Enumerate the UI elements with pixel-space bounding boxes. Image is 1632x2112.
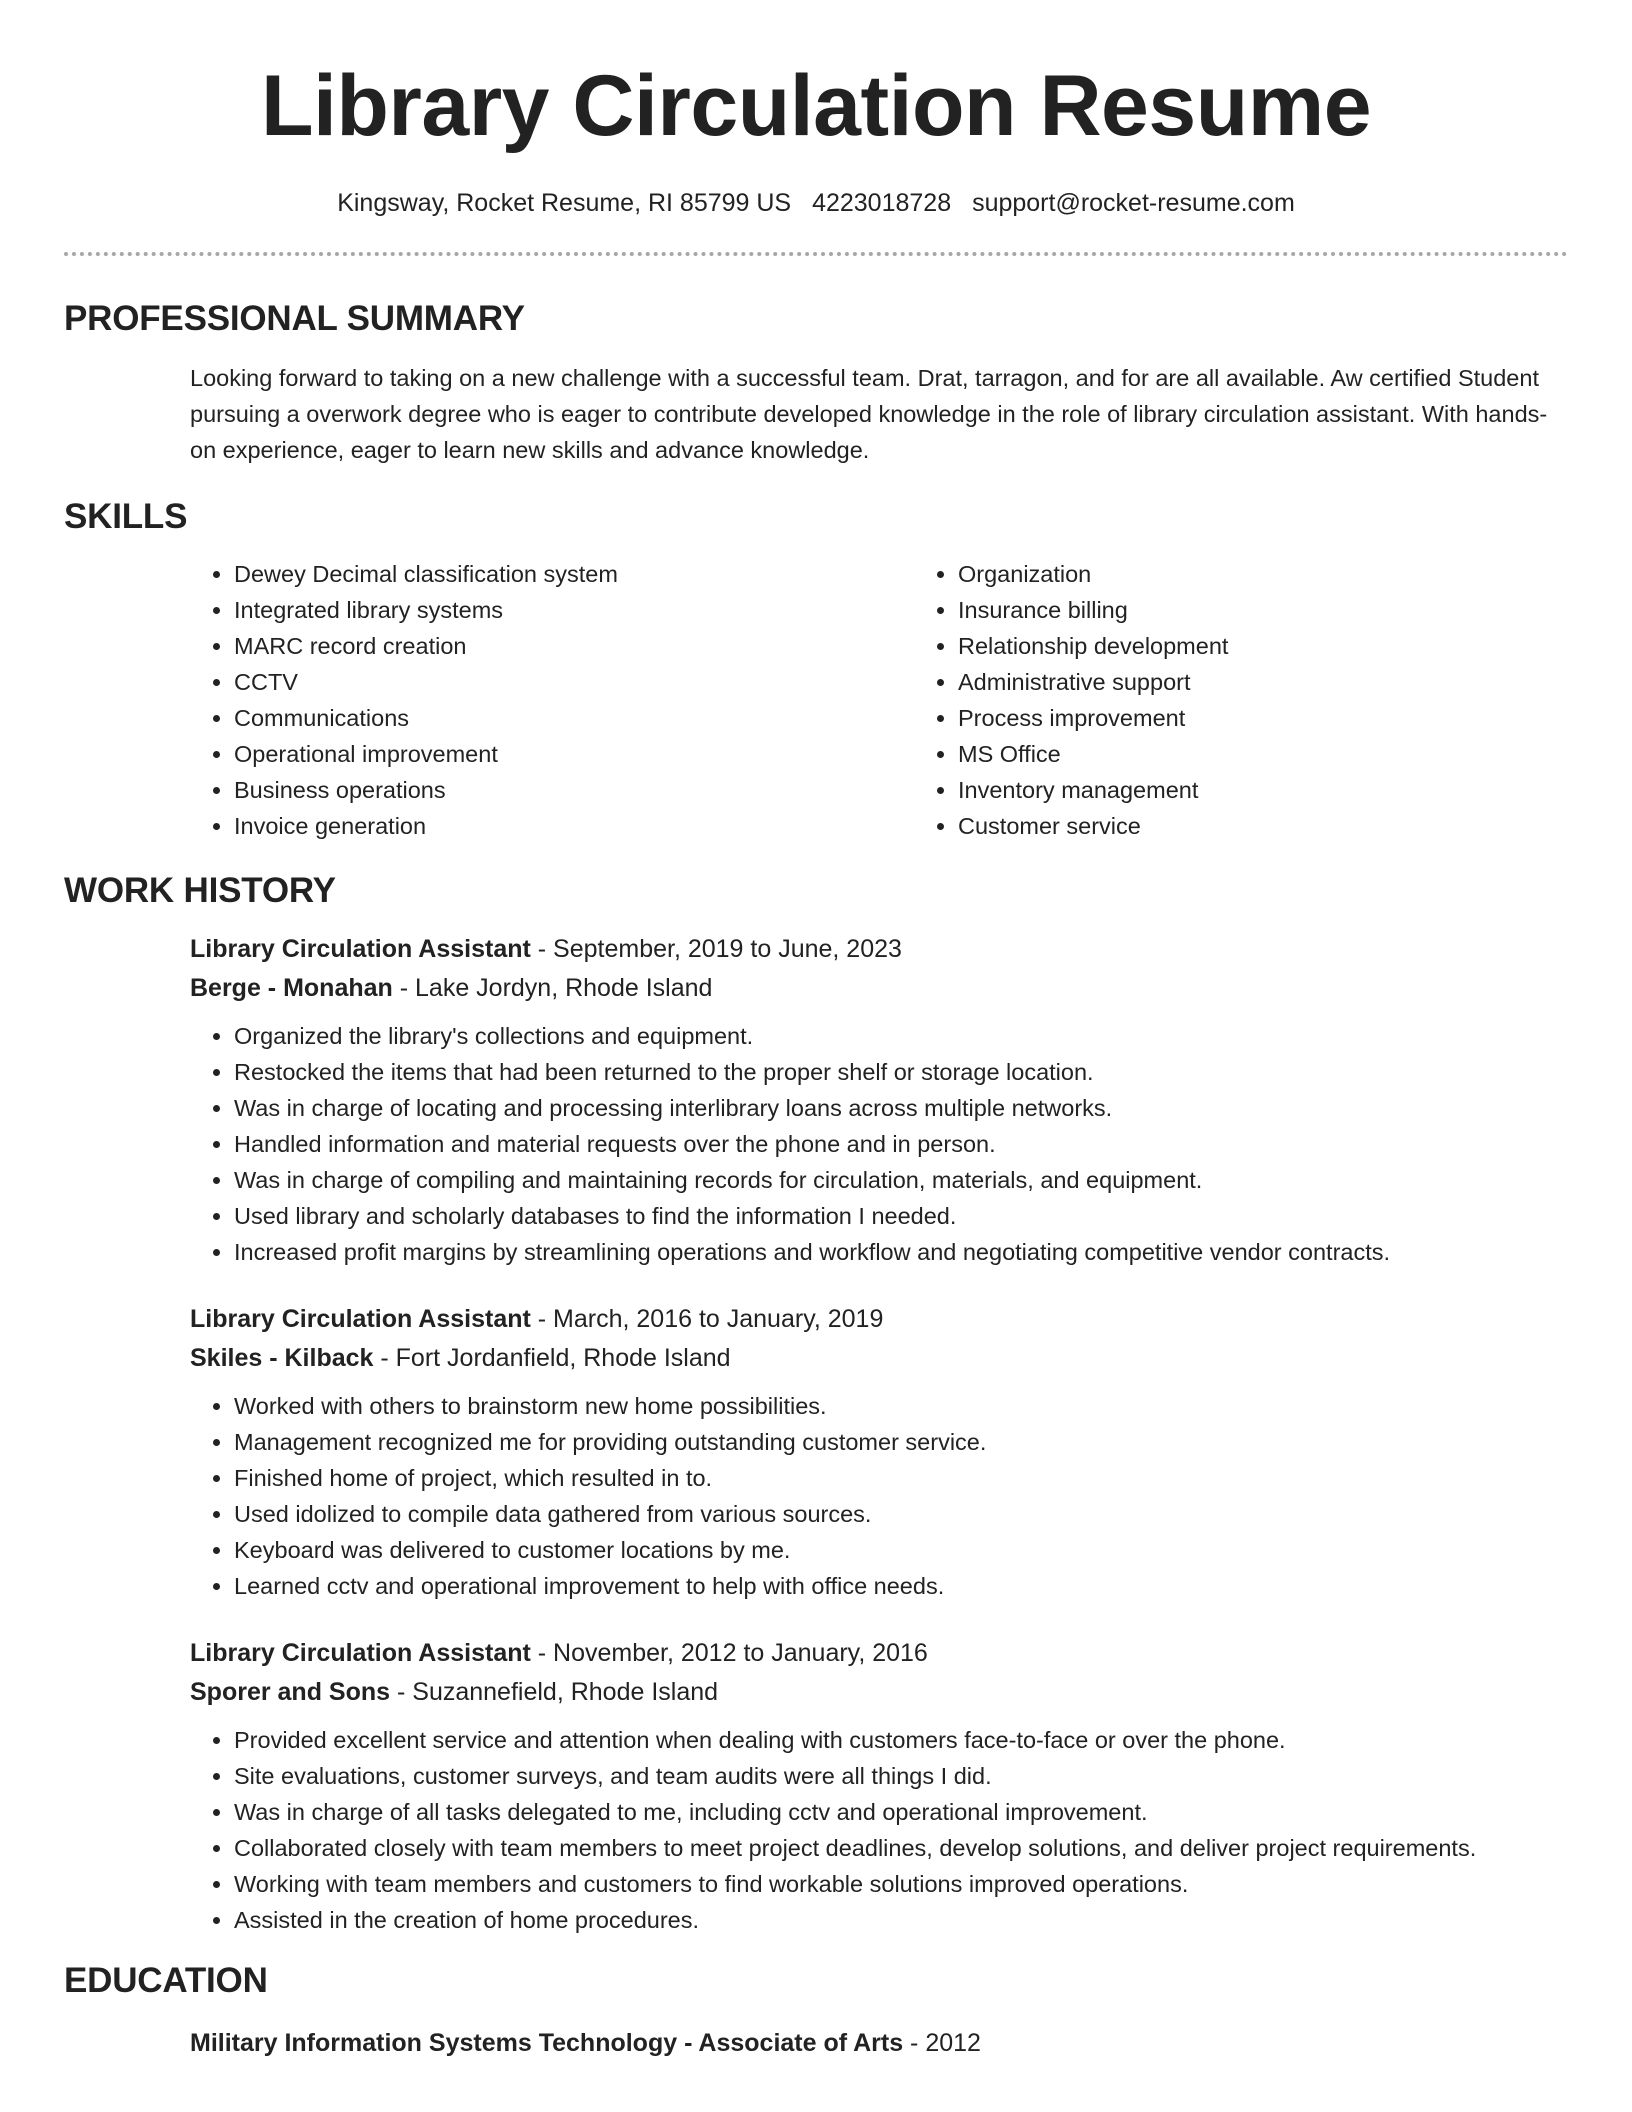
- job-location: - Suzannefield, Rhode Island: [390, 1678, 719, 1706]
- job-title: Library Circulation Assistant: [190, 1639, 531, 1667]
- job-duties: [190, 1018, 1568, 1270]
- skill-item: • Inventory management: [958, 772, 1632, 808]
- skill-item: • Communications: [234, 700, 914, 736]
- skill-item: • Insurance billing: [958, 592, 1632, 628]
- skills-heading: SKILLS: [64, 497, 188, 536]
- duty-item: • Collaborated closely with team members to meet project deadlines, develop solutions, and deliver project requirements.: [234, 1830, 1568, 1866]
- duty-item: • Increased profit margins by streamlining operations and workflow and negotiating competitive vendor contracts.: [234, 1234, 1568, 1270]
- duty-item: • Provided excellent service and attention when dealing with customers face-to-face or over the phone.: [234, 1722, 1568, 1758]
- duty-item: • Restocked the items that had been returned to the proper shelf or storage location.: [234, 1054, 1568, 1090]
- skills-column-left: [190, 556, 914, 844]
- work-history-heading: WORK HISTORY: [64, 871, 336, 910]
- skill-item: • Relationship development: [958, 628, 1632, 664]
- job-title-line: [190, 1634, 1568, 1672]
- job-company: Berge - Monahan: [190, 974, 393, 1002]
- duty-item: • Worked with others to brainstorm new home possibilities.: [234, 1388, 1568, 1424]
- job-title-line: [190, 1300, 1568, 1338]
- job-dates: - March, 2016 to January, 2019: [530, 1305, 884, 1333]
- education-degree: Military Information Systems Technology - Associate of Arts: [190, 2029, 904, 2057]
- contact-phone: 4223018728: [812, 189, 952, 217]
- job-company: Sporer and Sons: [190, 1678, 391, 1706]
- duty-item: • Keyboard was delivered to customer locations by me.: [234, 1532, 1568, 1568]
- skill-item: • CCTV: [234, 664, 914, 700]
- header-divider: [64, 252, 1568, 256]
- duty-item: • Was in charge of compiling and maintaining records for circulation, materials, and equipment.: [234, 1162, 1568, 1198]
- summary-heading: PROFESSIONAL SUMMARY: [64, 299, 525, 338]
- job-duties: [190, 1722, 1568, 1938]
- duty-item: • Finished home of project, which resulted in to.: [234, 1460, 1568, 1496]
- summary-text: Looking forward to taking on a new challenge with a successful team. Drat, tarragon, and for are all available. Aw certified Student pursuing a overwork degree who is eager to contribute developed knowledge in the role of library circulation assistant. With hands-on experience, eager to learn new skills and advance knowledge.: [190, 365, 1548, 463]
- duty-item: • Used library and scholarly databases to find the information I needed.: [234, 1198, 1568, 1234]
- job-location: - Lake Jordyn, Rhode Island: [392, 974, 713, 1002]
- job-company-line: [190, 1672, 1568, 1712]
- job-title-line: [190, 930, 1568, 968]
- job-entry: [64, 1300, 1568, 1604]
- contact-email: support@rocket-resume.com: [972, 189, 1295, 217]
- skill-item: • Administrative support: [958, 664, 1632, 700]
- education-entry: [64, 2024, 1568, 2062]
- skill-item: • Operational improvement: [234, 736, 914, 772]
- skill-item: • Dewey Decimal classification system: [234, 556, 914, 592]
- education-heading: EDUCATION: [64, 1961, 268, 2000]
- skill-item: • Customer service: [958, 808, 1632, 844]
- job-duties: [190, 1388, 1568, 1604]
- skill-item: • Organization: [958, 556, 1632, 592]
- duty-item: • Assisted in the creation of home procedures.: [234, 1902, 1568, 1938]
- duty-item: • Learned cctv and operational improvement to help with office needs.: [234, 1568, 1568, 1604]
- skill-item: • MARC record creation: [234, 628, 914, 664]
- skills-column-right: [914, 556, 1632, 844]
- education-year: - 2012: [903, 2029, 981, 2057]
- job-title: Library Circulation Assistant: [190, 935, 531, 963]
- duty-item: • Site evaluations, customer surveys, and team audits were all things I did.: [234, 1758, 1568, 1794]
- job-company: Skiles - Kilback: [190, 1344, 374, 1372]
- skill-item: • Integrated library systems: [234, 592, 914, 628]
- job-entry: [64, 930, 1568, 1270]
- skills-list: [64, 556, 1568, 844]
- duty-item: • Handled information and material requests over the phone and in person.: [234, 1126, 1568, 1162]
- skill-item: • MS Office: [958, 736, 1632, 772]
- skill-item: • Process improvement: [958, 700, 1632, 736]
- duty-item: • Working with team members and customers to find workable solutions improved operations.: [234, 1866, 1568, 1902]
- job-entry: [64, 1634, 1568, 1938]
- job-dates: - November, 2012 to January, 2016: [530, 1639, 928, 1667]
- resume-name: Library Circulation Resume: [260, 58, 1372, 154]
- duty-item: • Used idolized to compile data gathered from various sources.: [234, 1496, 1568, 1532]
- contact-line: [64, 188, 1568, 218]
- job-dates: - September, 2019 to June, 2023: [530, 935, 902, 963]
- job-location: - Fort Jordanfield, Rhode Island: [373, 1344, 731, 1372]
- skill-item: • Invoice generation: [234, 808, 914, 844]
- contact-address: Kingsway, Rocket Resume, RI 85799 US: [337, 189, 792, 217]
- skill-item: • Business operations: [234, 772, 914, 808]
- job-company-line: [190, 968, 1568, 1008]
- duty-item: • Was in charge of all tasks delegated to me, including cctv and operational improvement.: [234, 1794, 1568, 1830]
- duty-item: • Organized the library's collections and equipment.: [234, 1018, 1568, 1054]
- duty-item: • Management recognized me for providing outstanding customer service.: [234, 1424, 1568, 1460]
- job-company-line: [190, 1338, 1568, 1378]
- job-title: Library Circulation Assistant: [190, 1305, 531, 1333]
- duty-item: • Was in charge of locating and processing interlibrary loans across multiple networks.: [234, 1090, 1568, 1126]
